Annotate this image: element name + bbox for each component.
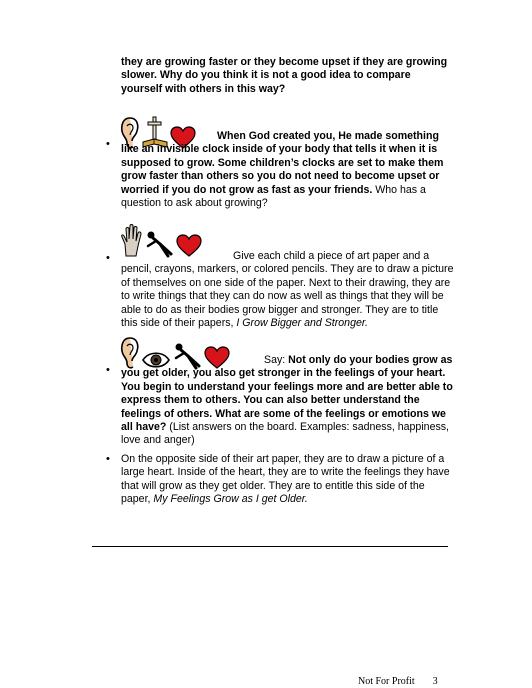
bullet-dot: • bbox=[106, 138, 110, 150]
normal-text: Who has a question to ask about growing? bbox=[121, 183, 426, 210]
bullet-paragraph bbox=[121, 453, 456, 507]
horizontal-rule bbox=[92, 546, 448, 547]
normal-text: (List answers on the board. Examples: sadness, happiness, love and anger) bbox=[121, 421, 449, 447]
normal-text: On the opposite side of their art paper, they are to draw a picture of a large heart. Inside of the heart, they are to write the feelings they have that will grow as they get older. They are to entitle this side of the paper, bbox=[121, 453, 450, 506]
bullet-paragraph bbox=[121, 354, 456, 448]
bullet-paragraph bbox=[121, 250, 456, 330]
bullet-dot: • bbox=[106, 453, 110, 465]
italic-text: I Grow Bigger and Stronger. bbox=[236, 317, 368, 330]
normal-text: Give each child a piece of art paper and a pencil, crayons, markers, or colored pencils. They are to draw a picture of themselves on one side of the paper. Next to their drawing, they are to write things that they can do now as well as things that they will be able to do as their bodies grow bigger and stronger. They are to title this side of their papers, bbox=[121, 250, 454, 330]
bullet-paragraph bbox=[121, 130, 456, 210]
italic-text: My Feelings Grow as I get Older. bbox=[153, 493, 308, 506]
bold-text: Not only do your bodies grow as you get older, you also get stronger in the feelings of your heart. You begin to understand your feelings more and are better able to express them to others. You can also better understand the feelings of others. What are some of the feelings or emotions we all have? bbox=[121, 354, 453, 434]
intro-paragraph: they are growing faster or they become upset if they are growing slower. Why do you think it is not a good idea to compare yourself with others in this way? bbox=[121, 56, 448, 95]
bullet-dot: • bbox=[106, 364, 110, 376]
page-number: 3 bbox=[432, 676, 438, 687]
footer-label: Not For Profit bbox=[358, 676, 415, 687]
page-footer bbox=[358, 676, 438, 688]
lead-text: Say: bbox=[264, 354, 289, 366]
bold-text: When God created you, He made something like an invisible clock inside of your body that tells it when it is supposed to grow. Some children’s clocks are set to make them grow faster than others so you do not need to become upset or worried if you do not grow as fast as your friends. bbox=[121, 130, 444, 196]
bullet-dot: • bbox=[106, 252, 110, 264]
